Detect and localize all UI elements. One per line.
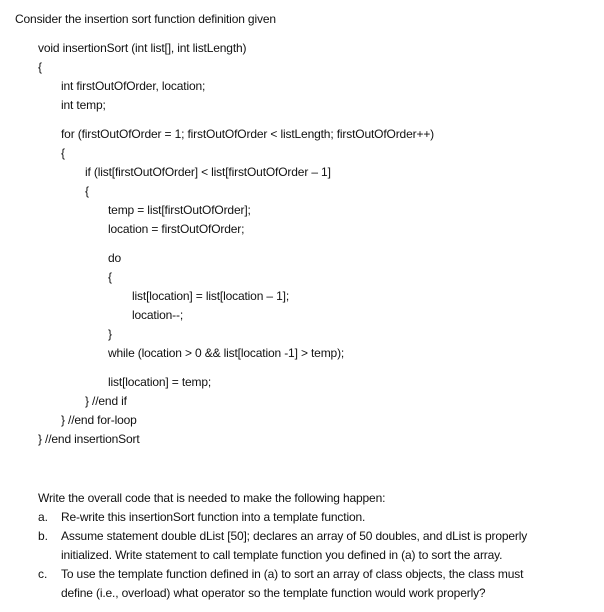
intro-text: Consider the insertion sort function definition given: [15, 12, 276, 26]
code-signature: void insertionSort (int list[], int listLength): [38, 41, 247, 55]
code-place-stmt: list[location] = temp;: [108, 375, 212, 389]
question-marker: b.: [38, 529, 49, 543]
code-do-keyword: do: [108, 251, 122, 265]
code-decrement-stmt: location--;: [132, 308, 184, 322]
code-do-close-brace: }: [108, 327, 112, 341]
question-line: Assume statement double dList [50]; declares an array of 50 doubles, and dList is properly: [61, 529, 528, 543]
code-if-stmt: if (list[firstOutOfOrder] < list[firstOutOfOrder – 1]: [85, 165, 331, 179]
prompt-text: Write the overall code that is needed to make the following happen:: [38, 491, 386, 505]
code-decl-vars: int firstOutOfOrder, location;: [61, 79, 206, 93]
question-line: Re-write this insertionSort function into a template function.: [61, 510, 366, 524]
code-assign-location: location = firstOutOfOrder;: [108, 222, 245, 236]
code-decl-temp: int temp;: [61, 98, 106, 112]
code-for-open-brace: {: [61, 146, 65, 160]
question-marker: c.: [38, 567, 48, 581]
code-while-stmt: while (location > 0 && list[location -1] > temp);: [108, 346, 345, 360]
code-end-for: } //end for-loop: [61, 413, 137, 427]
code-end-function: } //end insertionSort: [38, 432, 140, 446]
code-if-open-brace: {: [85, 184, 89, 198]
question-line: initialized. Write statement to call template function you defined in (a) to sort the array.: [61, 548, 503, 562]
code-for-loop: for (firstOutOfOrder = 1; firstOutOfOrder < listLength; firstOutOfOrder++): [61, 127, 435, 141]
question-marker: a.: [38, 510, 49, 524]
question-line: define (i.e., overload) what operator so the template function would work properly?: [61, 586, 486, 600]
code-open-brace: {: [38, 60, 42, 74]
code-shift-stmt: list[location] = list[location – 1];: [132, 289, 290, 303]
code-end-if: } //end if: [85, 394, 127, 408]
code-assign-temp: temp = list[firstOutOfOrder];: [108, 203, 251, 217]
code-do-open-brace: {: [108, 270, 112, 284]
question-line: To use the template function defined in (a) to sort an array of class objects, the class must: [61, 567, 524, 581]
